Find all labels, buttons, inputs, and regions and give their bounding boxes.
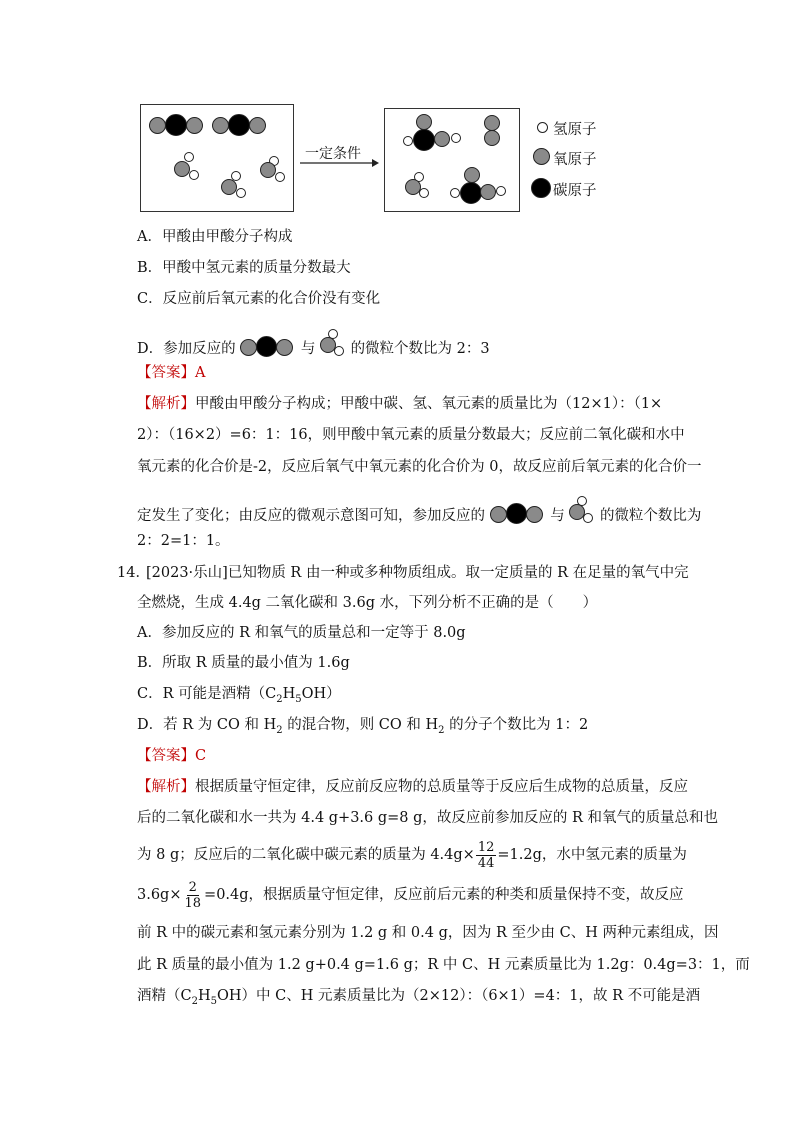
co2-molecule-icon [490, 503, 546, 525]
q14-analysis-line-2: 后的二氧化碳和水一共为 4.4 g+3.6 g=8 g，故反应前参加反应的 R 和氧气的质量总和也 [137, 810, 719, 826]
oxygen-atom [221, 179, 237, 195]
oxygen-atom [249, 117, 266, 134]
q14-answer [137, 745, 206, 767]
q14-analysis-line-6: 此 R 质量的最小值为 1.2 g+0.4 g=1.6 g；R 中 C、H 元素质量比为 1.2g：0.4g=3：1，而 [137, 957, 750, 973]
carbon-legend-icon [531, 178, 551, 198]
analysis-tag: 【解析】 [137, 779, 195, 795]
hydrogen-atom [496, 186, 506, 196]
product-box [384, 108, 520, 212]
reaction-condition-label: 一定条件 [305, 146, 361, 162]
q13-analysis-line-1: 【解析】甲酸由甲酸分子构成；甲酸中碳、氢、氧元素的质量比为（12×1）：（1× [137, 396, 663, 412]
option-d-suffix: 的微粒个数比为 2：3 [350, 341, 490, 357]
oxygen-atom [186, 117, 203, 134]
legend-oxygen-label: 氧原子 [553, 152, 597, 168]
q14-stem-line-1: [2023·乐山]已知物质 R 由一种或多种物质组成。取一定质量的 R 在足量的氧气中完 [146, 565, 689, 581]
q13-analysis-line-3: 氧元素的化合价是-2，反应后氧气中氧元素的化合价为 0，故反应前后氧元素的化合价一 [137, 459, 702, 475]
carbon-atom [165, 114, 187, 136]
hydrogen-atom [275, 172, 285, 182]
hydrogen-atom [451, 133, 461, 143]
oxygen-atom [480, 184, 496, 200]
analysis-tag: 【解析】 [137, 396, 195, 412]
q14-analysis-line-4: 3.6g× $\frac{2}{18}$ =0.4g，根据质量守恒定律，反应前后元素的种类和质量保持不变，故反应 [137, 879, 684, 911]
answer-value: A [195, 365, 206, 381]
q14-stem-line-2: 全燃烧，生成 4.4g 二氧化碳和 3.6g 水，下列分析不正确的是（ ） [137, 595, 598, 611]
water-molecule-icon [320, 333, 346, 357]
q14-option-d: D．若 R 为 CO 和 $H_2$ 的混合物，则 CO 和 $H_2$ 的分子个数比为 1：2 [137, 717, 589, 736]
reactant-box [140, 104, 294, 212]
carbon-atom [228, 114, 250, 136]
hydrogen-atom [450, 188, 460, 198]
water-molecule-icon [569, 500, 595, 524]
q13-analysis-line-4: 定发生了变化；由反应的微观示意图可知，参加反应的 与 的微粒个数比为 [137, 500, 701, 527]
fraction-12-44: $\frac{12}{44}$ [477, 839, 495, 871]
reaction-arrow-icon [298, 158, 380, 168]
q13-analysis-line-2: 2）：（16×2）=6：1：16，则甲酸中氧元素的质量分数最大；反应前二氧化碳和水中 [137, 427, 685, 443]
q14-analysis-line-5: 前 R 中的碳元素和氢元素分别为 1.2 g 和 0.4 g，因为 R 至少由 C、H 两种元素组成，因 [137, 925, 719, 941]
hydrogen-atom [189, 170, 199, 180]
q14-number: 14． [117, 565, 150, 581]
oxygen-atom [149, 117, 166, 134]
oxygen-atom [484, 115, 500, 131]
hydrogen-atom [236, 188, 246, 198]
oxygen-atom [464, 167, 480, 183]
oxygen-atom [174, 161, 190, 177]
q14-analysis-line-3: 为 8 g；反应后的二氧化碳中碳元素的质量为 4.4g× $\frac{12}{44}$ =1.2g，水中氢元素的质量为 [137, 839, 687, 871]
oxygen-atom [260, 162, 276, 178]
oxygen-atom [212, 117, 229, 134]
q13-option-c: C．反应前后氧元素的化合价没有变化 [137, 291, 381, 307]
q13-answer [137, 362, 205, 384]
answer-tag: 【答案】 [137, 748, 195, 764]
q14-option-c: C．R 可能是酒精$(C_2H_5OH)$ [137, 686, 341, 705]
q13-option-b: B．甲酸中氢元素的质量分数最大 [137, 260, 351, 276]
oxygen-atom [484, 130, 500, 146]
carbon-atom [460, 182, 482, 204]
hydrogen-atom [419, 188, 429, 198]
answer-tag: 【答案】 [137, 365, 195, 381]
q14-option-b: B．所取 R 质量的最小值为 1.6g [137, 655, 350, 671]
fraction-2-18: $\frac{2}{18}$ [184, 879, 202, 911]
hydrogen-legend-icon [537, 122, 548, 133]
q13-option-d [137, 333, 490, 360]
option-d-prefix: D．参加反应的 [137, 341, 236, 357]
answer-value: C [195, 748, 207, 764]
oxygen-legend-icon [533, 148, 550, 165]
oxygen-atom [434, 131, 450, 147]
q14-analysis-line-7: 酒精$(C_2H_5OH)$中 C、H 元素质量比为（2×12）：（6×1）=4：1，故 R 不可能是酒 [137, 988, 701, 1007]
oxygen-atom [416, 114, 432, 130]
q14-option-a: A．参加反应的 R 和氧气的质量总和一定等于 8.0g [137, 625, 466, 641]
carbon-atom [413, 129, 435, 151]
option-d-mid: 与 [300, 341, 316, 357]
q13-analysis-line-5: 2：2=1：1。 [137, 533, 230, 549]
legend-carbon-label: 碳原子 [553, 183, 597, 199]
hydrogen-atom [184, 152, 194, 162]
co2-molecule-icon [240, 336, 296, 358]
legend-hydrogen-label: 氢原子 [553, 122, 597, 138]
hydrogen-atom [403, 136, 413, 146]
q13-option-a: A．甲酸由甲酸分子构成 [137, 229, 293, 245]
q14-analysis-line-1: 【解析】根据质量守恒定律，反应前反应物的总质量等于反应后生成物的总质量，反应 [137, 779, 688, 795]
